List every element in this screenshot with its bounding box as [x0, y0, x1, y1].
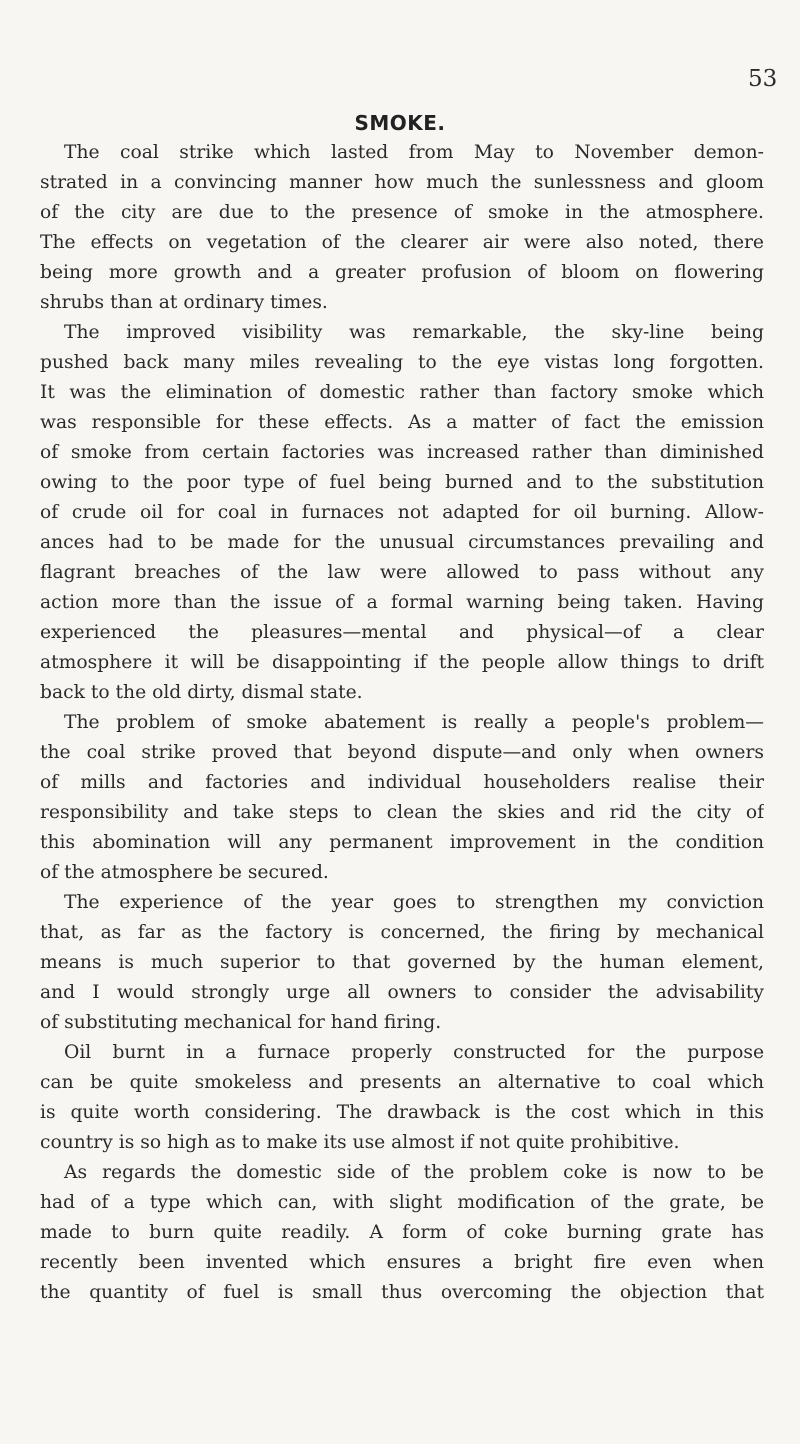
paragraph	[40, 138, 764, 318]
page-number: 53	[748, 66, 778, 92]
text-line: made to burn quite readily. A form of coke burning grate has	[40, 1222, 764, 1243]
text-line: recently been invented which ensures a bright fire even when	[40, 1252, 764, 1273]
text-line: can be quite smokeless and presents an alternative to coal which	[40, 1072, 764, 1093]
text-line: shrubs than at ordinary times.	[40, 292, 328, 313]
text-line: strated in a convincing manner how much the sunlessness and gloom	[40, 172, 764, 193]
text-line: The problem of smoke abatement is really a people's problem—	[64, 712, 764, 733]
text-line: of the atmosphere be secured.	[40, 862, 329, 883]
text-line: being more growth and a greater profusion of bloom on flowering	[40, 262, 764, 283]
text-line: Oil burnt in a furnace properly constructed for the purpose	[64, 1042, 764, 1063]
text-line: atmosphere it will be disappointing if the people allow things to drift	[40, 652, 764, 673]
text-line: of substituting mechanical for hand firing.	[40, 1012, 442, 1033]
text-line: the coal strike proved that beyond dispute—and only when owners	[40, 742, 764, 763]
text-line: As regards the domestic side of the problem coke is now to be	[64, 1162, 764, 1183]
text-line: had of a type which can, with slight modification of the grate, be	[40, 1192, 764, 1213]
text-line: ances had to be made for the unusual circumstances prevailing and	[40, 532, 764, 553]
text-line: means is much superior to that governed by the human element,	[40, 952, 764, 973]
paragraph	[40, 1038, 764, 1158]
text-line: action more than the issue of a formal warning being taken. Having	[40, 592, 764, 613]
text-line: of mills and factories and individual householders realise their	[40, 772, 764, 793]
paragraph	[40, 318, 764, 708]
text-line: of the city are due to the presence of smoke in the atmosphere.	[40, 202, 764, 223]
text-line: and I would strongly urge all owners to consider the advisability	[40, 982, 764, 1003]
text-line: is quite worth considering. The drawback is the cost which in this	[40, 1102, 764, 1123]
text-line: The coal strike which lasted from May to November demon-	[64, 142, 764, 163]
text-line: back to the old dirty, dismal state.	[40, 682, 363, 703]
text-line: It was the elimination of domestic rather than factory smoke which	[40, 382, 764, 403]
text-line: The improved visibility was remarkable, the sky-line being	[64, 322, 764, 343]
text-line: experienced the pleasures—mental and physical—of a clear	[40, 622, 764, 643]
body-text	[40, 138, 764, 1308]
text-line: country is so high as to make its use almost if not quite prohibitive.	[40, 1132, 680, 1153]
paragraph	[40, 1158, 764, 1308]
text-line: the quantity of fuel is small thus overcoming the objection that	[40, 1282, 764, 1303]
text-line: of crude oil for coal in furnaces not adapted for oil burning. Allow-	[40, 502, 764, 523]
text-line: owing to the poor type of fuel being burned and to the substitution	[40, 472, 764, 493]
text-line: The experience of the year goes to strengthen my conviction	[64, 892, 764, 913]
paragraph	[40, 888, 764, 1038]
text-line: pushed back many miles revealing to the eye vistas long forgotten.	[40, 352, 764, 373]
text-line: that, as far as the factory is concerned, the firing by mechanical	[40, 922, 764, 943]
paragraph	[40, 708, 764, 888]
section-title: SMOKE.	[354, 111, 446, 135]
text-line: The effects on vegetation of the clearer air were also noted, there	[40, 232, 764, 253]
text-line: flagrant breaches of the law were allowed to pass without any	[40, 562, 764, 583]
text-line: of smoke from certain factories was increased rather than diminished	[40, 442, 764, 463]
text-line: this abomination will any permanent improvement in the condition	[40, 832, 764, 853]
text-line: responsibility and take steps to clean the skies and rid the city of	[40, 802, 764, 823]
text-line: was responsible for these effects. As a matter of fact the emission	[40, 412, 764, 433]
